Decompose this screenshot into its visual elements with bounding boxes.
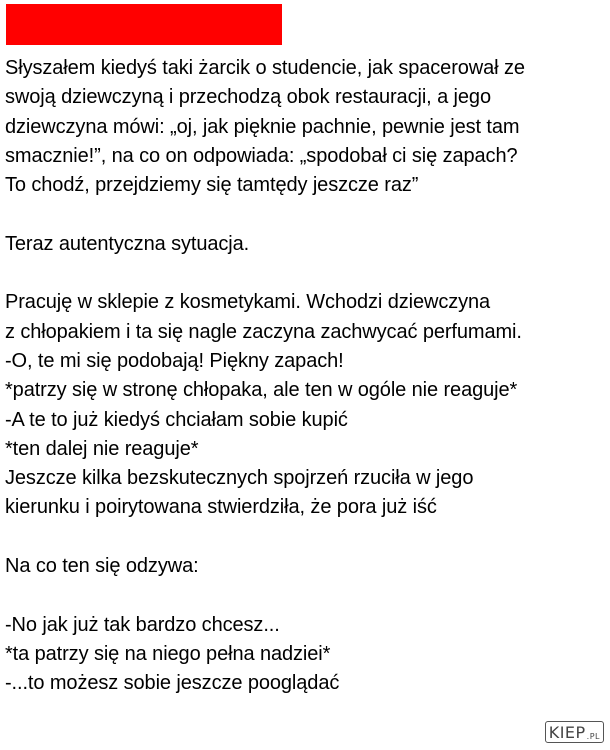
story-line: -No jak już tak bardzo chcesz... <box>5 613 280 636</box>
story-line: smacznie!”, na co on odpowiada: „spodobał ci się zapach? <box>5 144 518 167</box>
story-line: To chodź, przejdziemy się tamtędy jeszcze raz” <box>5 174 419 197</box>
story-line: Słyszałem kiedyś taki żarcik o studencie, jak spacerował ze <box>5 57 525 79</box>
story-line: *patrzy się w stronę chłopaka, ale ten w ogóle nie reaguje* <box>5 379 518 402</box>
story-line: Na co ten się odzywa: <box>5 555 199 578</box>
story-line: kierunku i poirytowana stwierdziła, że pora już iść <box>5 496 437 519</box>
story-line: z chłopakiem i ta się nagle zaczyna zachwycać perfumami. <box>5 320 522 343</box>
story-line: -O, te mi się podobają! Piękny zapach! <box>5 349 344 372</box>
story-text <box>5 54 605 699</box>
story-line: *ten dalej nie reaguje* <box>5 437 199 460</box>
kiep-logo <box>545 721 604 743</box>
story-line: Jeszcze kilka bezskutecznych spojrzeń rzuciła w jego <box>5 467 474 490</box>
story-line: swoją dziewczyną i przechodzą obok restauracji, a jego <box>5 86 491 109</box>
blank-line <box>5 581 605 610</box>
kiep-watermark <box>545 720 604 744</box>
story-line: dziewczyna mówi: „oj, jak pięknie pachnie, pewnie jest tam <box>5 115 520 138</box>
story-line: Pracuję w sklepie z kosmetykami. Wchodzi dziewczyna <box>5 291 491 314</box>
story-line: -...to możesz sobie jeszcze pooglądać <box>5 672 340 695</box>
watermark-suffix: .PL <box>586 731 600 741</box>
story-line: -A te to już kiedyś chciałam sobie kupić <box>5 408 348 431</box>
story-line: Teraz autentyczna sytuacja. <box>5 232 250 255</box>
story-line: *ta patrzy się na niego pełna nadziei* <box>5 642 331 665</box>
blank-line <box>5 259 605 288</box>
blank-line <box>5 523 605 552</box>
red-banner <box>6 4 282 45</box>
watermark-brand: KIEP <box>548 722 586 742</box>
blank-line <box>5 200 605 229</box>
